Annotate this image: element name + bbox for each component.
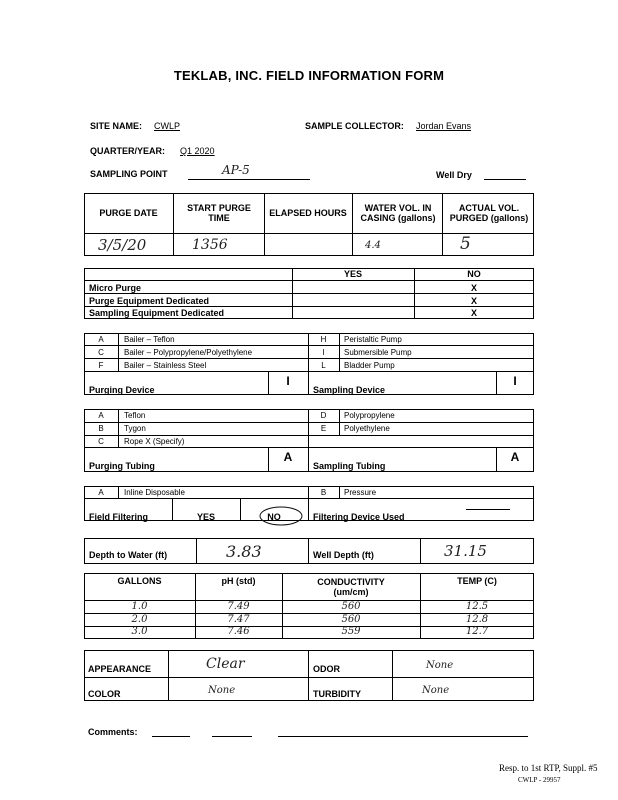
tubing-code-e: E [320, 424, 327, 433]
sampling-equipment-label: Sampling Equipment Dedicated [89, 308, 225, 318]
tubing-code-c: C [98, 437, 104, 446]
purging-device-value: I [286, 374, 290, 388]
device-submersible-pump: Submersible Pump [344, 348, 412, 357]
reading-1-conductivity: 560 [341, 601, 361, 612]
tubing-polyethylene: Polyethylene [344, 424, 390, 433]
purge-equipment-label: Purge Equipment Dedicated [89, 296, 210, 306]
device-bladder-pump: Bladder Pump [344, 361, 395, 370]
sample-collector-label: SAMPLE COLLECTOR: [305, 121, 404, 131]
sample-collector-value: Jordan Evans [416, 121, 472, 131]
well-depth-label: Well Depth (ft) [313, 550, 374, 560]
conductivity-header: CONDUCTIVITY (um/cm) [317, 576, 385, 597]
sampling-tubing-label: Sampling Tubing [313, 461, 386, 471]
field-filtering-yes: YES [196, 512, 215, 522]
no-col-header: NO [467, 269, 481, 279]
filtering-device-label: Filtering Device Used [313, 512, 405, 522]
yes-col-header: YES [343, 269, 362, 279]
device-bailer-steel: Bailer – Stainless Steel [124, 361, 207, 370]
well-dry-label: Well Dry [436, 170, 472, 180]
micro-purge-label: Micro Purge [89, 283, 142, 293]
color-value: None [208, 685, 236, 696]
purging-device-label: Purging Device [89, 385, 155, 395]
well-depth-value: 31.15 [444, 542, 487, 560]
reading-2-conductivity: 560 [341, 614, 361, 625]
purge-equipment-no: X [470, 296, 477, 306]
no-circle-mark [258, 505, 304, 527]
sampling-device-value: I [513, 374, 517, 388]
tubing-polypropylene: Polypropylene [344, 411, 395, 420]
filter-inline-disposable: Inline Disposable [124, 488, 185, 497]
purging-tubing-value: A [283, 450, 293, 464]
temp-header: TEMP (C) [457, 576, 497, 586]
appearance-label: APPEARANCE [88, 664, 152, 674]
reading-3-temp: 12.7 [465, 626, 489, 637]
footer-bates-number: CWLP - 29957 [518, 776, 561, 784]
quarter-year-label: QUARTER/YEAR: [90, 146, 166, 156]
turbidity-label: TURBIDITY [313, 689, 361, 699]
sampling-point-label: SAMPLING POINT [90, 169, 168, 179]
device-code-f: F [98, 361, 104, 370]
footer-response-ref: Resp. to 1st RTP, Suppl. #5 [499, 763, 598, 773]
purging-tubing-label: Purging Tubing [89, 461, 155, 471]
start-purge-time-header: START PURGE TIME [187, 203, 251, 223]
actual-vol-purged-value: 5 [460, 234, 471, 254]
device-code-c: C [98, 348, 104, 357]
device-code-a: A [98, 335, 104, 344]
gallons-header: GALLONS [117, 576, 162, 586]
device-code-h: H [320, 335, 327, 344]
reading-1-ph: 7.49 [227, 601, 250, 612]
tubing-code-b: B [98, 424, 104, 433]
water-vol-casing-header: WATER VOL. IN CASING (gallons) [360, 203, 436, 223]
tubing-code-d: D [320, 411, 327, 420]
depth-to-water-label: Depth to Water (ft) [89, 550, 168, 560]
filter-pressure: Pressure [344, 488, 377, 497]
device-code-i: I [322, 348, 325, 357]
filter-code-b: B [320, 488, 327, 497]
device-code-l: L [321, 361, 326, 370]
reading-2-gallons: 2.0 [131, 614, 148, 625]
odor-label: ODOR [313, 664, 340, 674]
tubing-tygon: Tygon [124, 424, 146, 433]
actual-vol-purged-header: ACTUAL VOL. PURGED (gallons) [449, 203, 529, 223]
start-purge-time-value: 1356 [192, 237, 228, 253]
ph-header: pH (std) [221, 576, 256, 586]
purge-date-value: 3/5/20 [98, 236, 147, 254]
odor-value: None [426, 660, 454, 671]
sampling-tubing-value: A [510, 450, 520, 464]
sampling-device-label: Sampling Device [313, 385, 386, 395]
elapsed-hours-header: ELAPSED HOURS [269, 208, 347, 218]
depth-to-water-value: 3.83 [226, 542, 262, 561]
color-label: COLOR [88, 689, 121, 699]
device-bailer-teflon: Bailer – Teflon [124, 335, 175, 344]
sampling-point-value: AP-5 [222, 163, 250, 177]
tubing-teflon: Teflon [124, 411, 146, 420]
micro-purge-no: X [470, 283, 477, 293]
field-filtering-label: Field Filtering [89, 512, 149, 522]
comments-label: Comments: [88, 727, 138, 737]
sampling-equipment-no: X [470, 308, 477, 318]
tubing-code-a: A [98, 411, 104, 420]
turbidity-value: None [422, 685, 450, 696]
water-vol-casing-value: 4.4 [365, 240, 381, 251]
appearance-value: Clear [206, 656, 245, 672]
form-title: TEKLAB, INC. FIELD INFORMATION FORM [173, 68, 445, 83]
device-bailer-poly: Bailer – Polypropylene/Polyethylene [124, 348, 253, 357]
reading-1-gallons: 1.0 [131, 601, 148, 612]
site-name-label: SITE NAME: [90, 121, 143, 131]
reading-2-ph: 7.47 [227, 614, 250, 625]
purge-date-header: PURGE DATE [99, 208, 158, 218]
reading-2-temp: 12.8 [465, 614, 489, 625]
site-name-value: CWLP [154, 121, 181, 131]
filter-code-a: A [98, 488, 104, 497]
reading-3-conductivity: 559 [341, 626, 361, 637]
reading-3-ph: 7.46 [227, 626, 250, 637]
appearance-table [84, 650, 534, 701]
tubing-rope: Rope X (Specify) [124, 437, 185, 446]
device-peristaltic-pump: Peristaltic Pump [344, 335, 402, 344]
field-filtering-no: NO [267, 512, 281, 522]
reading-3-gallons: 3.0 [131, 626, 148, 637]
reading-1-temp: 12.5 [465, 601, 489, 612]
quarter-year-value: Q1 2020 [180, 146, 215, 156]
